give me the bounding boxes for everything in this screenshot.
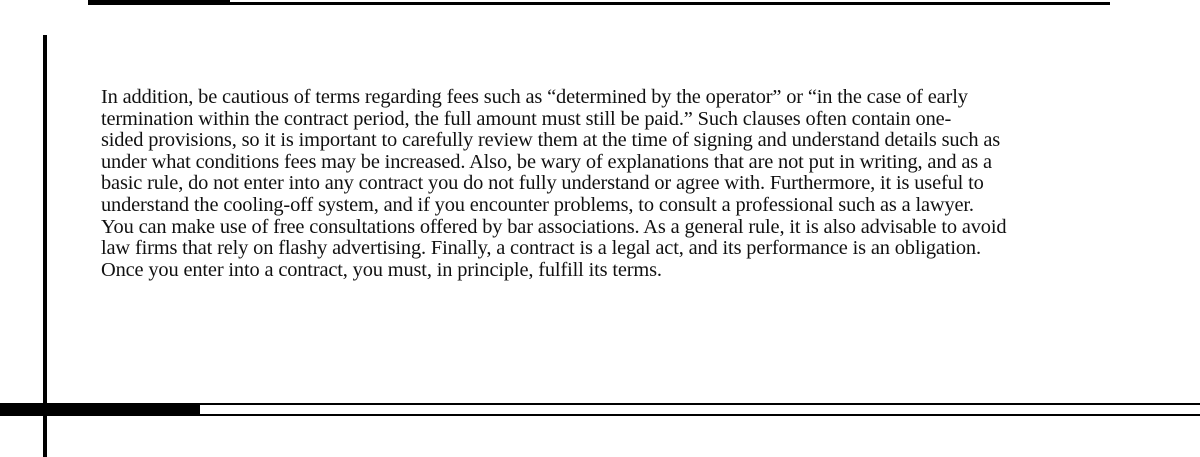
paragraph-line: Once you enter into a contract, you must, in principle, fulfill its terms. xyxy=(101,258,662,281)
bottom-rule-lower xyxy=(200,414,1200,416)
paragraph-line: In addition, be cautious of terms regarding fees such as “determined by the operator” or “in the case of early xyxy=(101,86,968,108)
paragraph-line: You can make use of free consultations offered by bar associations. As a general rule, it is also advisable to avoid xyxy=(101,215,1007,238)
top-rule-inner-gap xyxy=(230,0,1146,2)
top-decorative-rule xyxy=(88,0,1110,5)
paragraph-line: law firms that rely on flashy advertising. Finally, a contract is a legal act, and its performance is an obligation. xyxy=(101,237,981,260)
body-paragraph xyxy=(101,87,1101,281)
paragraph-line: sided provisions, so it is important to carefully review them at the time of signing and understand details such as xyxy=(101,129,1001,152)
paragraph-line: under what conditions fees may be increased. Also, be wary of explanations that are not put in writing, and as a xyxy=(101,150,992,173)
left-vertical-rule xyxy=(43,35,47,457)
bottom-rule-upper xyxy=(200,403,1200,405)
paragraph-line: basic rule, do not enter into any contract you do not fully understand or agree with. Furthermore, it is useful to xyxy=(101,172,984,195)
paragraph-line: termination within the contract period, the full amount must still be paid.” Such clauses often contain one- xyxy=(101,107,952,130)
bottom-thick-bar xyxy=(0,403,200,416)
paragraph-line: understand the cooling-off system, and if you encounter problems, to consult a professional such as a lawyer. xyxy=(101,193,974,216)
